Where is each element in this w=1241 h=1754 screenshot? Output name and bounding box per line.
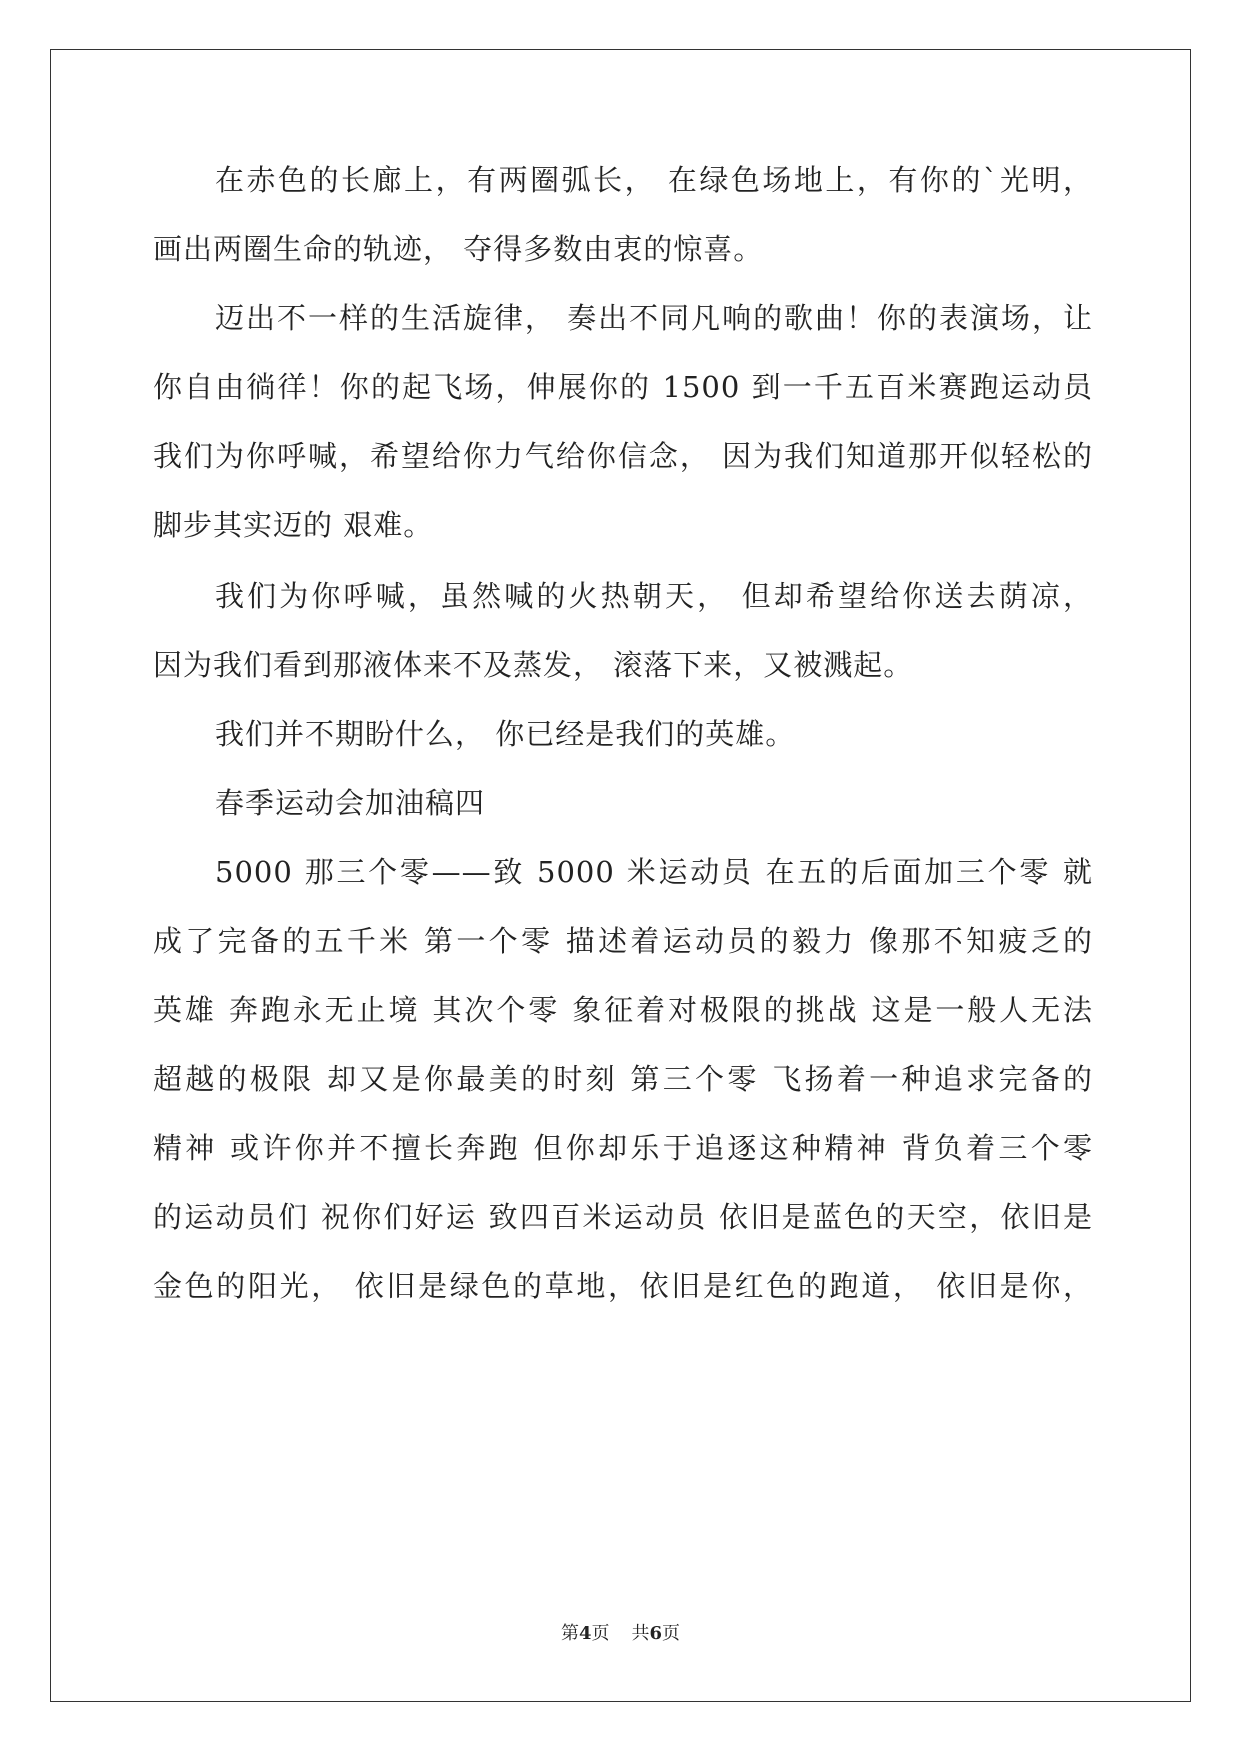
text-line: 我们为你呼喊，希望给你力气给你信念， 因为我们知道那开似轻松的 [153, 439, 1093, 473]
total-prefix: 共 [631, 1623, 650, 1644]
text-line: 脚步其实迈的 艰难。 [153, 508, 434, 542]
text-line: 成了完备的五千米 第一个零 描述着运动员的毅力 像那不知疲乏的 [153, 924, 1093, 958]
text-line: 我们并不期盼什么， 你已经是我们的英雄。 [215, 717, 796, 751]
total-suffix: 页 [662, 1623, 681, 1644]
text-line: 因为我们看到那液体来不及蒸发， 滚落下来，又被溅起。 [153, 648, 914, 682]
section-heading: 春季运动会加油稿四 [215, 786, 486, 820]
page-footer [0, 1622, 1241, 1646]
text-line: 超越的极限 却又是你最美的时刻 第三个零 飞扬着一种追求完备的 [153, 1062, 1093, 1096]
page-suffix: 页 [591, 1623, 610, 1644]
text-line: 精神 或许你并不擅长奔跑 但你却乐于追逐这种精神 背负着三个零 [153, 1131, 1093, 1165]
text-line: 金色的阳光， 依旧是绿色的草地，依旧是红色的跑道， 依旧是你， [153, 1269, 1093, 1303]
text-line: 英雄 奔跑永无止境 其次个零 象征着对极限的挑战 这是一般人无法 [153, 993, 1093, 1027]
text-line: 你自由徜徉！你的起飞场，伸展你的 1500 到一千五百米赛跑运动员 [153, 370, 1093, 404]
text-line: 在赤色的长廊上，有两圈弧长， 在绿色场地上，有你的`光明， [215, 163, 1093, 197]
text-line: 5000 那三个零——致 5000 米运动员 在五的后面加三个零 就 [215, 855, 1093, 889]
text-line: 迈出不一样的生活旋律， 奏出不同凡响的歌曲！你的表演场，让 [215, 301, 1093, 335]
page-prefix: 第 [560, 1623, 579, 1644]
text-line: 我们为你呼喊，虽然喊的火热朝天， 但却希望给你送去荫凉， [215, 579, 1093, 613]
current-page-number: 4 [578, 1623, 592, 1644]
total-page-number: 6 [649, 1623, 663, 1644]
text-line: 画出两圈生命的轨迹， 夺得多数由衷的惊喜。 [153, 232, 764, 266]
text-line: 的运动员们 祝你们好运 致四百米运动员 依旧是蓝色的天空，依旧是 [153, 1200, 1093, 1234]
